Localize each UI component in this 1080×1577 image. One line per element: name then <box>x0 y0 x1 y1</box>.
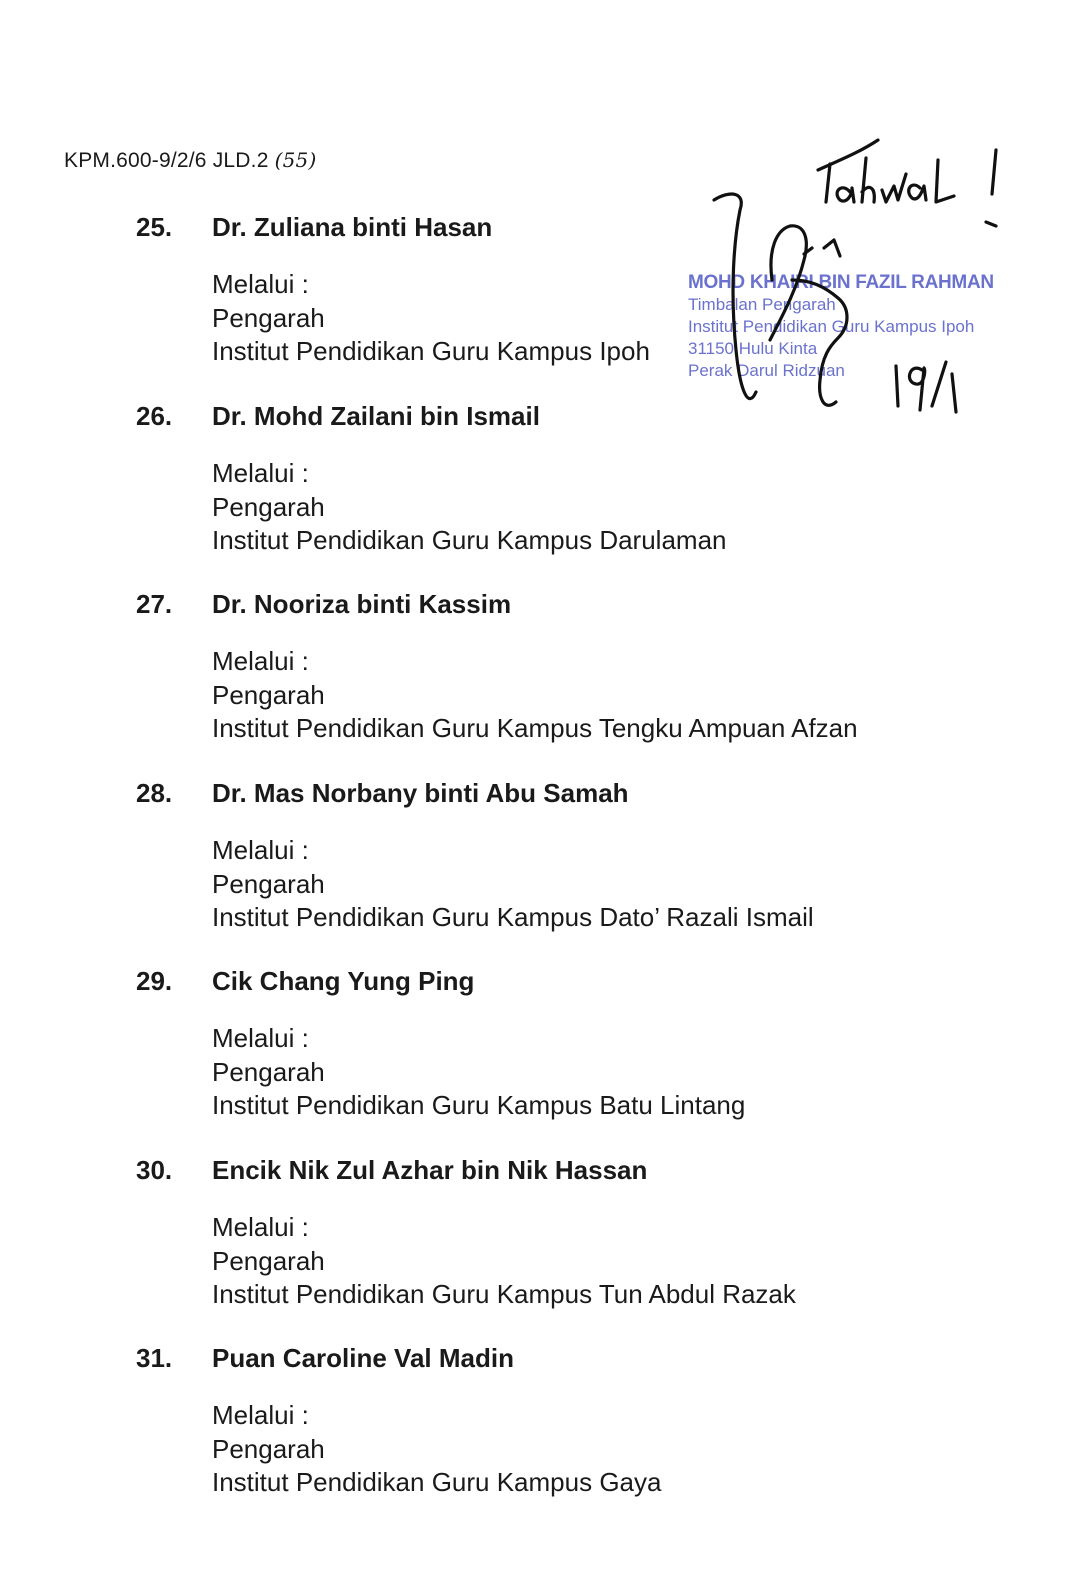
recipient-title: Pengarah <box>212 1433 325 1464</box>
recipient-address <box>212 457 727 558</box>
recipient-name: Dr. Mas Norbany binti Abu Samah <box>212 778 629 808</box>
signature-stroke <box>824 240 840 256</box>
stamp-address-line-2: Perak Darul Ridzuan <box>688 361 845 380</box>
recipient-title: Pengarah <box>212 491 325 522</box>
entry-number: 28. <box>136 778 173 808</box>
note-stroke <box>837 188 854 202</box>
note-stroke <box>882 174 906 202</box>
recipient-title: Pengarah <box>212 1056 325 1087</box>
recipient-institution: Institut Pendidikan Guru Kampus Batu Lintang <box>212 1090 746 1120</box>
note-stroke <box>986 222 996 226</box>
recipient-name: Dr. Nooriza binti Kassim <box>212 589 512 619</box>
recipient-address <box>212 1211 796 1312</box>
entry-number: 27. <box>136 589 173 619</box>
signature-stroke <box>792 280 847 405</box>
recipient-title: Pengarah <box>212 1245 325 1276</box>
recipient-name: Encik Nik Zul Azhar bin Nik Hassan <box>212 1155 648 1185</box>
note-stroke <box>992 150 996 194</box>
note-stroke <box>862 158 874 202</box>
date-stroke <box>896 366 898 406</box>
reference-code: KPM.600-9/2/6 JLD.2 <box>64 149 269 172</box>
handwritten-signature <box>700 130 1020 420</box>
recipient-title: Pengarah <box>212 868 325 899</box>
recipient-address <box>212 834 814 935</box>
recipient-name: Dr. Mohd Zailani bin Ismail <box>212 401 540 431</box>
recipient-institution: Institut Pendidikan Guru Kampus Darulaman <box>212 525 727 555</box>
stamp-position: Timbalan Pengarah <box>688 295 836 314</box>
via-label: Melalui : <box>212 458 309 488</box>
recipient-institution: Institut Pendidikan Guru Kampus Ipoh <box>212 336 650 366</box>
note-stroke <box>936 160 954 202</box>
entry-number: 29. <box>136 966 173 996</box>
recipient-name: Cik Chang Yung Ping <box>212 966 475 996</box>
entry-number: 30. <box>136 1155 173 1185</box>
stamp-address-line-1: 31150 Hulu Kinta <box>688 339 818 358</box>
via-label: Melalui : <box>212 1023 309 1053</box>
via-label: Melalui : <box>212 835 309 865</box>
date-stroke <box>909 368 924 410</box>
date-stroke <box>932 362 946 406</box>
recipient-address <box>212 268 650 369</box>
signature-stroke <box>714 194 756 399</box>
recipient-address <box>212 1022 745 1123</box>
recipient-name: Dr. Zuliana binti Hasan <box>212 212 493 242</box>
via-label: Melalui : <box>212 269 309 299</box>
via-label: Melalui : <box>212 1400 309 1430</box>
note-stroke <box>826 164 830 202</box>
entry-number: 25. <box>136 212 173 242</box>
reference-number <box>64 148 316 173</box>
via-label: Melalui : <box>212 646 309 676</box>
recipient-address <box>212 645 858 746</box>
note-stroke <box>818 140 878 170</box>
recipient-institution: Institut Pendidikan Guru Kampus Dato’ Razali Ismail <box>212 902 814 932</box>
note-stroke <box>909 185 926 200</box>
recipient-title: Pengarah <box>212 302 325 333</box>
reference-handwritten-number: (55) <box>274 148 317 172</box>
recipient-address <box>212 1399 661 1500</box>
via-label: Melalui : <box>212 1212 309 1242</box>
stamp-name: MOHD KHAIRI BIN FAZIL RAHMAN <box>688 272 994 293</box>
entry-number: 31. <box>136 1343 173 1373</box>
recipient-institution: Institut Pendidikan Guru Kampus Gaya <box>212 1467 662 1497</box>
signature-stroke <box>770 226 806 340</box>
date-stroke <box>952 374 956 412</box>
stamp-institution: Institut Pendidikan Guru Kampus Ipoh <box>688 317 975 336</box>
recipient-title: Pengarah <box>212 679 325 710</box>
recipient-institution: Institut Pendidikan Guru Kampus Tun Abdul Razak <box>212 1279 796 1309</box>
recipient-name: Puan Caroline Val Madin <box>212 1343 514 1373</box>
recipient-institution: Institut Pendidikan Guru Kampus Tengku Ampuan Afzan <box>212 713 858 743</box>
entry-number: 26. <box>136 401 173 431</box>
